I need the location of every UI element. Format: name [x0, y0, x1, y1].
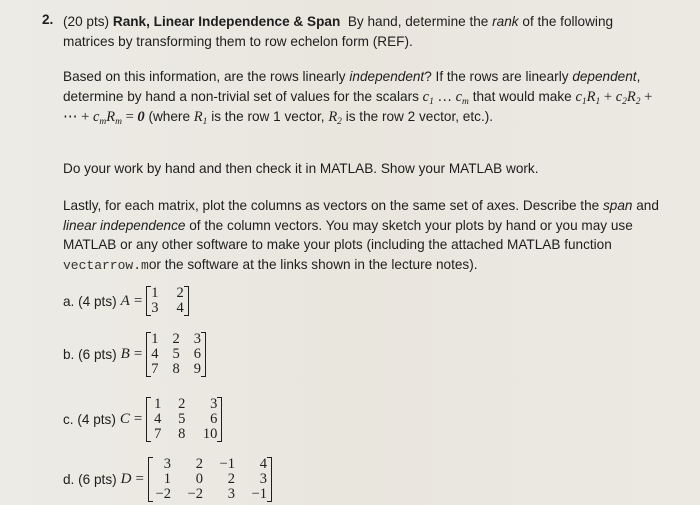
text: and — [636, 198, 659, 213]
matrix-cell: 7 — [154, 426, 162, 442]
matrix-cell: 7 — [151, 361, 159, 377]
part-label: c. (4 pts) — [63, 412, 116, 427]
equals-sign: = — [135, 471, 144, 487]
part-label: a. (4 pts) — [63, 293, 117, 309]
question-header — [63, 12, 663, 51]
matrix-cell: 8 — [178, 426, 186, 442]
matrix-cell: 1 — [154, 396, 162, 412]
matrix-cell: 3 — [193, 331, 202, 347]
matrix-cell: 6 — [210, 411, 218, 427]
linear-independence-term: linear independence — [63, 217, 186, 233]
equals-sign: = — [133, 292, 143, 309]
span-term: span — [602, 198, 633, 213]
matrix-cell: 0 — [195, 471, 203, 487]
matrix-cell: −2 — [187, 486, 203, 502]
scalar-range: $c_1$ … $c_m$ — [422, 88, 469, 107]
matrix-cell: 6 — [193, 346, 202, 362]
independent-term: independent — [349, 69, 425, 84]
matrix-cell: 4 — [176, 300, 184, 316]
matrix-cell: 9 — [193, 361, 202, 377]
matlab-instruction: Do your work by hand and then check it in MATLAB. Show your MATLAB work. — [63, 161, 539, 176]
text: Lastly, for each matrix, plot the columns as vectors on the same set of axes. Describe the — [63, 198, 600, 213]
row-2-symbol: $R_2$ — [328, 109, 342, 127]
matrix-cell: 1 — [151, 285, 159, 301]
matrix-name: D — [120, 471, 132, 487]
matrix-cell: 5 — [178, 411, 186, 427]
equals-sign: = — [133, 411, 143, 427]
matrix-cell: 3 — [151, 300, 159, 316]
text: (where — [148, 109, 191, 124]
text: or the software at the links shown in the lecture notes). — [148, 256, 478, 272]
matrix-cell: 5 — [172, 346, 180, 362]
matrix-cell: 2 — [227, 471, 235, 487]
matrix-c — [146, 397, 222, 442]
matrix-cell: 1 — [151, 331, 159, 347]
intro-text: By hand, determine the — [347, 14, 489, 29]
equals-sign: = — [133, 346, 143, 362]
part-c — [63, 397, 222, 442]
matrix-cell: 1 — [163, 471, 171, 487]
matrix-d — [148, 457, 272, 502]
matrix-cell: 4 — [259, 456, 267, 472]
part-d — [63, 457, 272, 502]
intro-text-2: of the following matrices by transforming them to row echelon form (REF). — [63, 14, 614, 49]
text: , determine by hand a non-trivial set of values for the scalars — [63, 69, 641, 104]
question-title: Rank, Linear Independence & Span — [112, 14, 341, 29]
matrix-name: C — [119, 411, 130, 427]
matrix-cell: 3 — [210, 396, 218, 412]
text: of the column vectors. You may sketch your plots by hand or you may use MATLAB or any other software to make your plots (including the attached MATLAB function — [63, 217, 633, 252]
part-a — [63, 286, 189, 316]
matrix-name: B — [120, 346, 130, 362]
text: is the row 1 vector, — [211, 109, 325, 124]
matrix-cell: 3 — [259, 471, 267, 487]
dependent-term: dependent — [572, 69, 637, 84]
matrix-b — [146, 332, 206, 377]
matrix-cell: 4 — [154, 411, 162, 427]
question-points: (20 pts) — [63, 14, 110, 29]
matrix-name: A — [120, 292, 130, 309]
matrix-cell: 2 — [172, 331, 180, 347]
text: that would make — [472, 88, 572, 104]
matrix-cell: 10 — [202, 426, 218, 442]
question-number: 2. — [42, 12, 54, 27]
vectarrow-code: vectarrow.m — [63, 257, 149, 273]
matrix-cell: 8 — [172, 361, 180, 377]
matrix-cell: −1 — [219, 456, 235, 472]
matrix-cell: 3 — [163, 456, 171, 472]
rank-term: rank — [492, 14, 519, 29]
part-label: d. (6 pts) — [63, 472, 117, 487]
plot-instructions-paragraph — [63, 196, 663, 275]
part-b — [63, 332, 206, 377]
linear-combination-equation: $c_1R_1 + c_2R_2$ + ⋯ + $c_mR_m = 0$ — [63, 88, 653, 127]
text: ? If the rows are linearly — [424, 69, 569, 84]
text: Based on this information, are the rows linearly — [63, 69, 346, 84]
matrix-cell: 3 — [227, 486, 235, 502]
text: is the row 2 vector, etc.). — [345, 109, 494, 124]
matrix-cell: 4 — [151, 346, 159, 362]
matrix-a — [146, 286, 189, 316]
row-1-symbol: $R_1$ — [193, 109, 208, 127]
matrix-cell: −2 — [155, 486, 171, 502]
linear-independence-paragraph — [63, 67, 663, 128]
part-label: b. (6 pts) — [63, 347, 117, 362]
matrix-cell: 2 — [195, 456, 203, 472]
matrix-cell: 2 — [176, 285, 184, 301]
matrix-cell: −1 — [251, 486, 267, 502]
matrix-cell: 2 — [178, 396, 186, 412]
